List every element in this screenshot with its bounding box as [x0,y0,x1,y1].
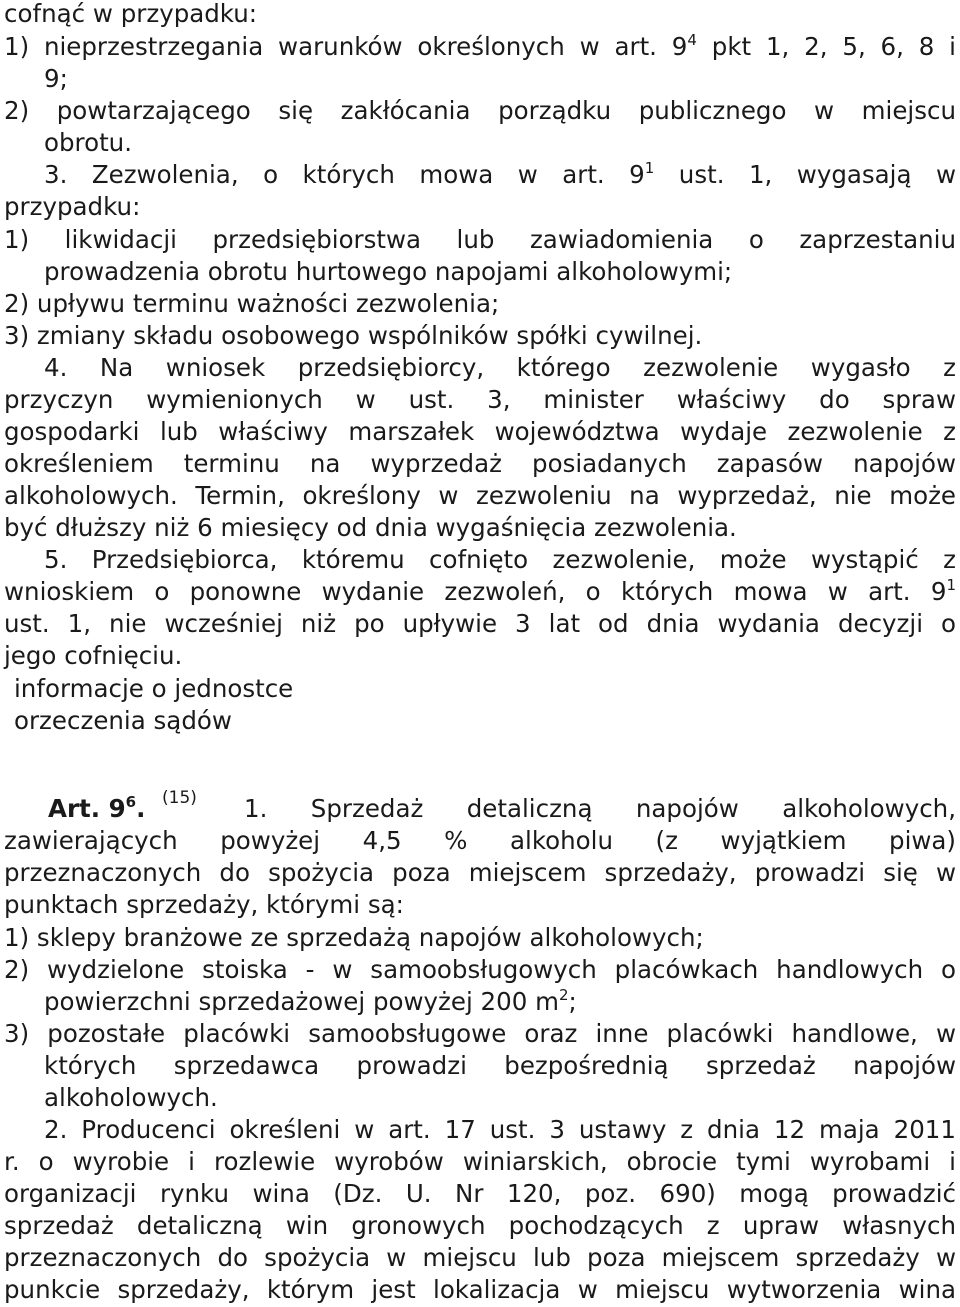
paragraph-line: 3. Zezwolenia, o których mowa w art. $9^1$ ust. 1, wygasają w [44,159,957,189]
paragraph-line: zawierających powyżej 4,5 % alkoholu (z wyjątkiem piwa) [4,826,956,855]
link-orzeczenia-sadow[interactable]: orzeczenia sądów [14,706,232,735]
paragraph-line: 1. Sprzedaż detaliczną napojów alkoholowych, [244,794,956,823]
paragraph-line: przeznaczonych do spożycia poza miejscem sprzedaży, prowadzi się w [4,858,956,887]
paragraph-line: r. o wyrobie i rozlewie wyrobów winiarskich, obrocie tymi wyrobami i [4,1147,956,1176]
list-item: 1) sklepy branżowe ze sprzedażą napojów alkoholowych; [4,923,704,952]
link-informacje-o-jednostce[interactable]: informacje o jednostce [14,674,294,703]
text-line: których sprzedawca prowadzi bezpośrednią sprzedaż napojów [44,1051,956,1080]
list-item: 3) pozostałe placówki samoobsługowe oraz inne placówki handlowe, w [4,1019,956,1048]
footnote-ref: (15) [162,788,197,808]
text-line: prowadzenia obrotu hurtowego napojami alkoholowymi; [44,257,733,286]
paragraph-line: być dłuższy niż 6 miesięcy od dnia wygaśnięcia zezwolenia. [4,513,737,542]
list-item: 3) zmiany składu osobowego wspólników spółki cywilnej. [4,321,703,350]
paragraph-line: organizacji rynku wina (Dz. U. Nr 120, poz. 690) mogą prowadzić [4,1179,956,1208]
paragraph-line: punktach sprzedaży, którymi są: [4,890,404,919]
paragraph-line: ust. 1, nie wcześniej niż po upływie 3 lat od dnia wydania decyzji o [4,609,956,638]
list-item: 2) powtarzającego się zakłócania porządku publicznego w miejscu [4,96,956,125]
paragraph-line: alkoholowych. Termin, określony w zezwoleniu na wyprzedaż, nie może [4,481,956,510]
paragraph-line: punkcie sprzedaży, którym jest lokalizacja w miejscu wytworzenia wina [4,1275,956,1304]
paragraph-line: wnioskiem o ponowne wydanie zezwoleń, o których mowa w art. $9^1$ [4,576,956,606]
list-item: 2) upływu terminu ważności zezwolenia; [4,289,500,318]
paragraph-line: 2. Producenci określeni w art. 17 ust. 3 ustawy z dnia 12 maja 2011 [44,1115,956,1144]
article-heading: Art. $9^6$. [48,793,146,823]
text-line: powierzchni sprzedażowej powyżej 200 $m^2$; [44,986,577,1016]
text-line: cofnąć w przypadku: [4,0,258,28]
paragraph-line: gospodarki lub właściwy marszałek województwa wydaje zezwolenie z [4,417,956,446]
list-item: 2) wydzielone stoiska - w samoobsługowych placówkach handlowych o [4,955,956,984]
text-line: alkoholowych. [44,1083,218,1112]
list-item: 1) likwidacji przedsiębiorstwa lub zawiadomienia o zaprzestaniu [4,225,956,254]
paragraph-line: 5. Przedsiębiorca, któremu cofnięto zezwolenie, może wystąpić z [44,545,956,574]
paragraph-line: przeznaczonych do spożycia w miejscu lub poza miejscem sprzedaży w [4,1243,956,1272]
paragraph-line: jego cofnięciu. [4,641,183,670]
list-item: 1) nieprzestrzegania warunków określonych w art. $9^4$ pkt 1, 2, 5, 6, 8 i [4,31,956,61]
paragraph-line: przyczyn wymienionych w ust. 3, minister właściwy do spraw [4,385,956,414]
paragraph-line: 4. Na wniosek przedsiębiorcy, którego zezwolenie wygasło z [44,353,956,382]
paragraph-line: określeniem terminu na wyprzedaż posiadanych zapasów napojów [4,449,956,478]
paragraph-line: sprzedaż detaliczną win gronowych pochodzących z upraw własnych [4,1211,956,1240]
text-line: przypadku: [4,192,141,221]
text-line: obrotu. [44,128,132,157]
text-line: 9; [44,64,68,93]
